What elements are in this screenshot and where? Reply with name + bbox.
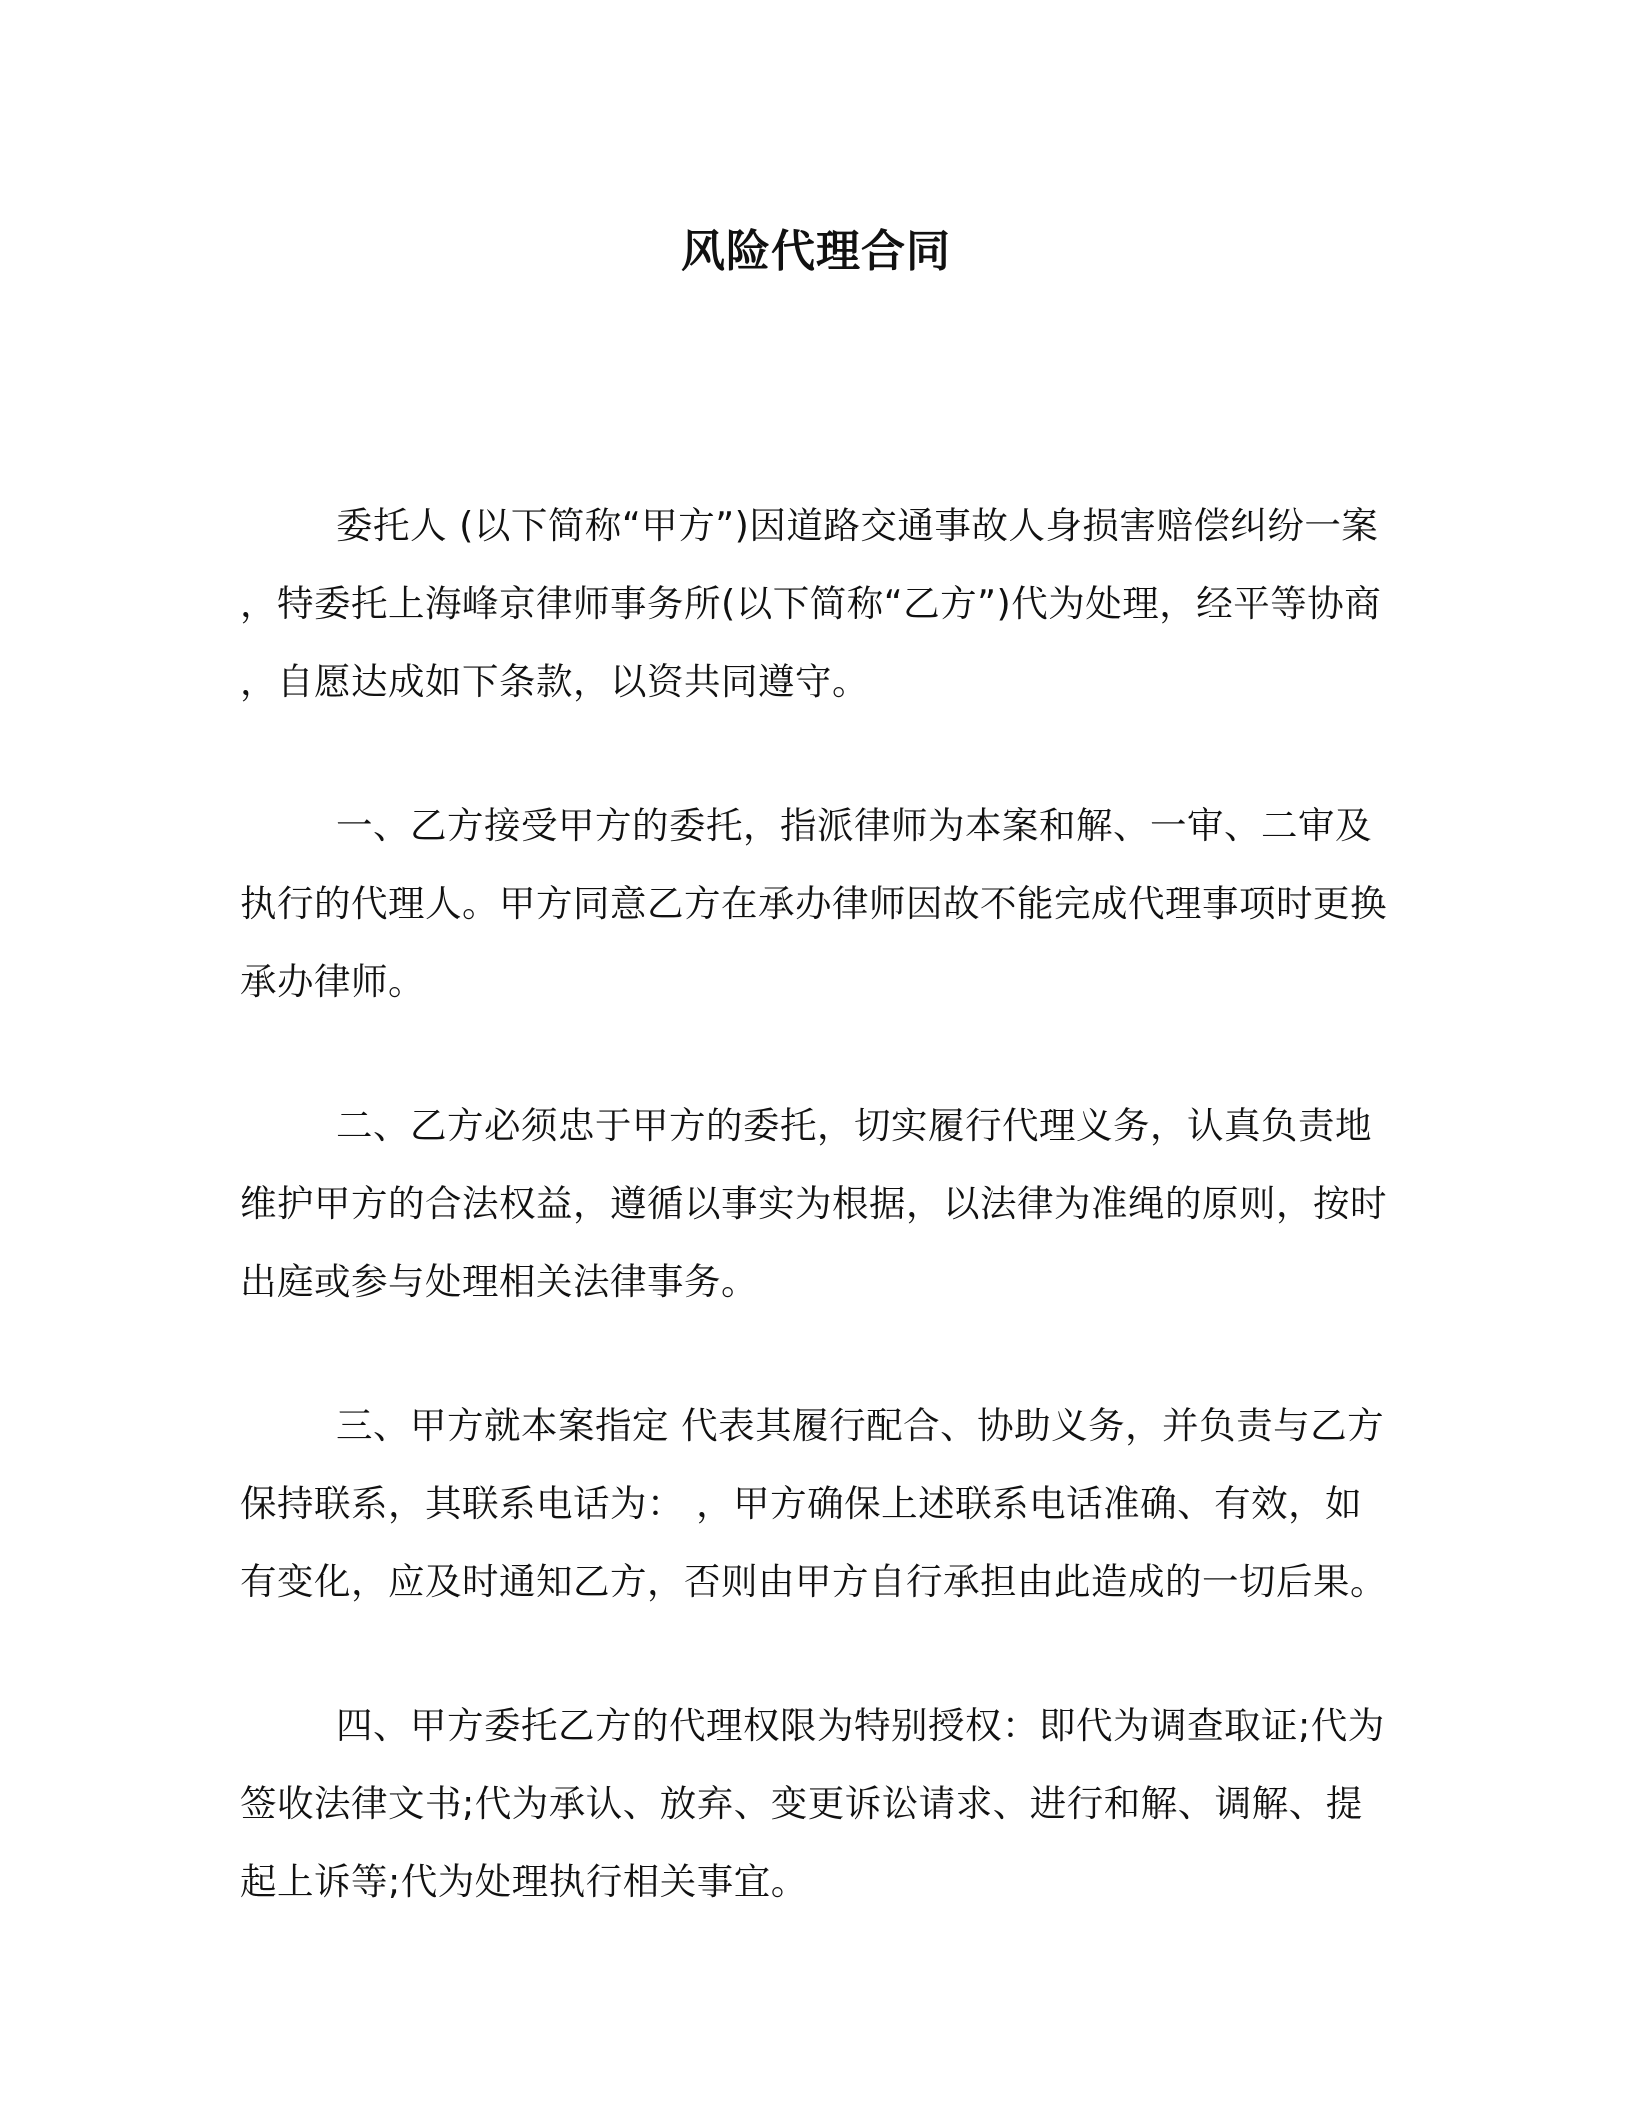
document-body: [240, 487, 1392, 1987]
paragraph-clause-1: 一、乙方接受甲方的委托，指派律师为本案和解、一审、二审及执行的代理人。甲方同意乙方在承办律师因故不能完成代理事项时更换承办律师。: [240, 804, 1387, 1003]
paragraph-clause-4: 四、甲方委托乙方的代理权限为特别授权：即代为调查取证;代为签收法律文书;代为承认、放弃、变更诉讼请求、进行和解、调解、提起上诉等;代为处理执行相关事宜。: [240, 1704, 1385, 1903]
document-title: 风险代理合同: [681, 226, 951, 277]
paragraph-preamble: 委托人 (以下简称“甲方”)因道路交通事故人身损害赔偿纠纷一案，特委托上海峰京律师事务所(以下简称“乙方”)代为处理，经平等协商，自愿达成如下条款，以资共同遵守。: [240, 504, 1382, 703]
paragraph-clause-2: 二、乙方必须忠于甲方的委托，切实履行代理义务，认真负责地维护甲方的合法权益，遵循以事实为根据，以法律为准绳的原则，按时出庭或参与处理相关法律事务。: [240, 1104, 1387, 1303]
paragraph-clause-3: 三、甲方就本案指定 代表其履行配合、协助义务，并负责与乙方保持联系，其联系电话为： ，甲方确保上述联系电话准确、有效，如有变化，应及时通知乙方，否则由甲方自行承担由此造成的一切后果。: [240, 1404, 1387, 1603]
